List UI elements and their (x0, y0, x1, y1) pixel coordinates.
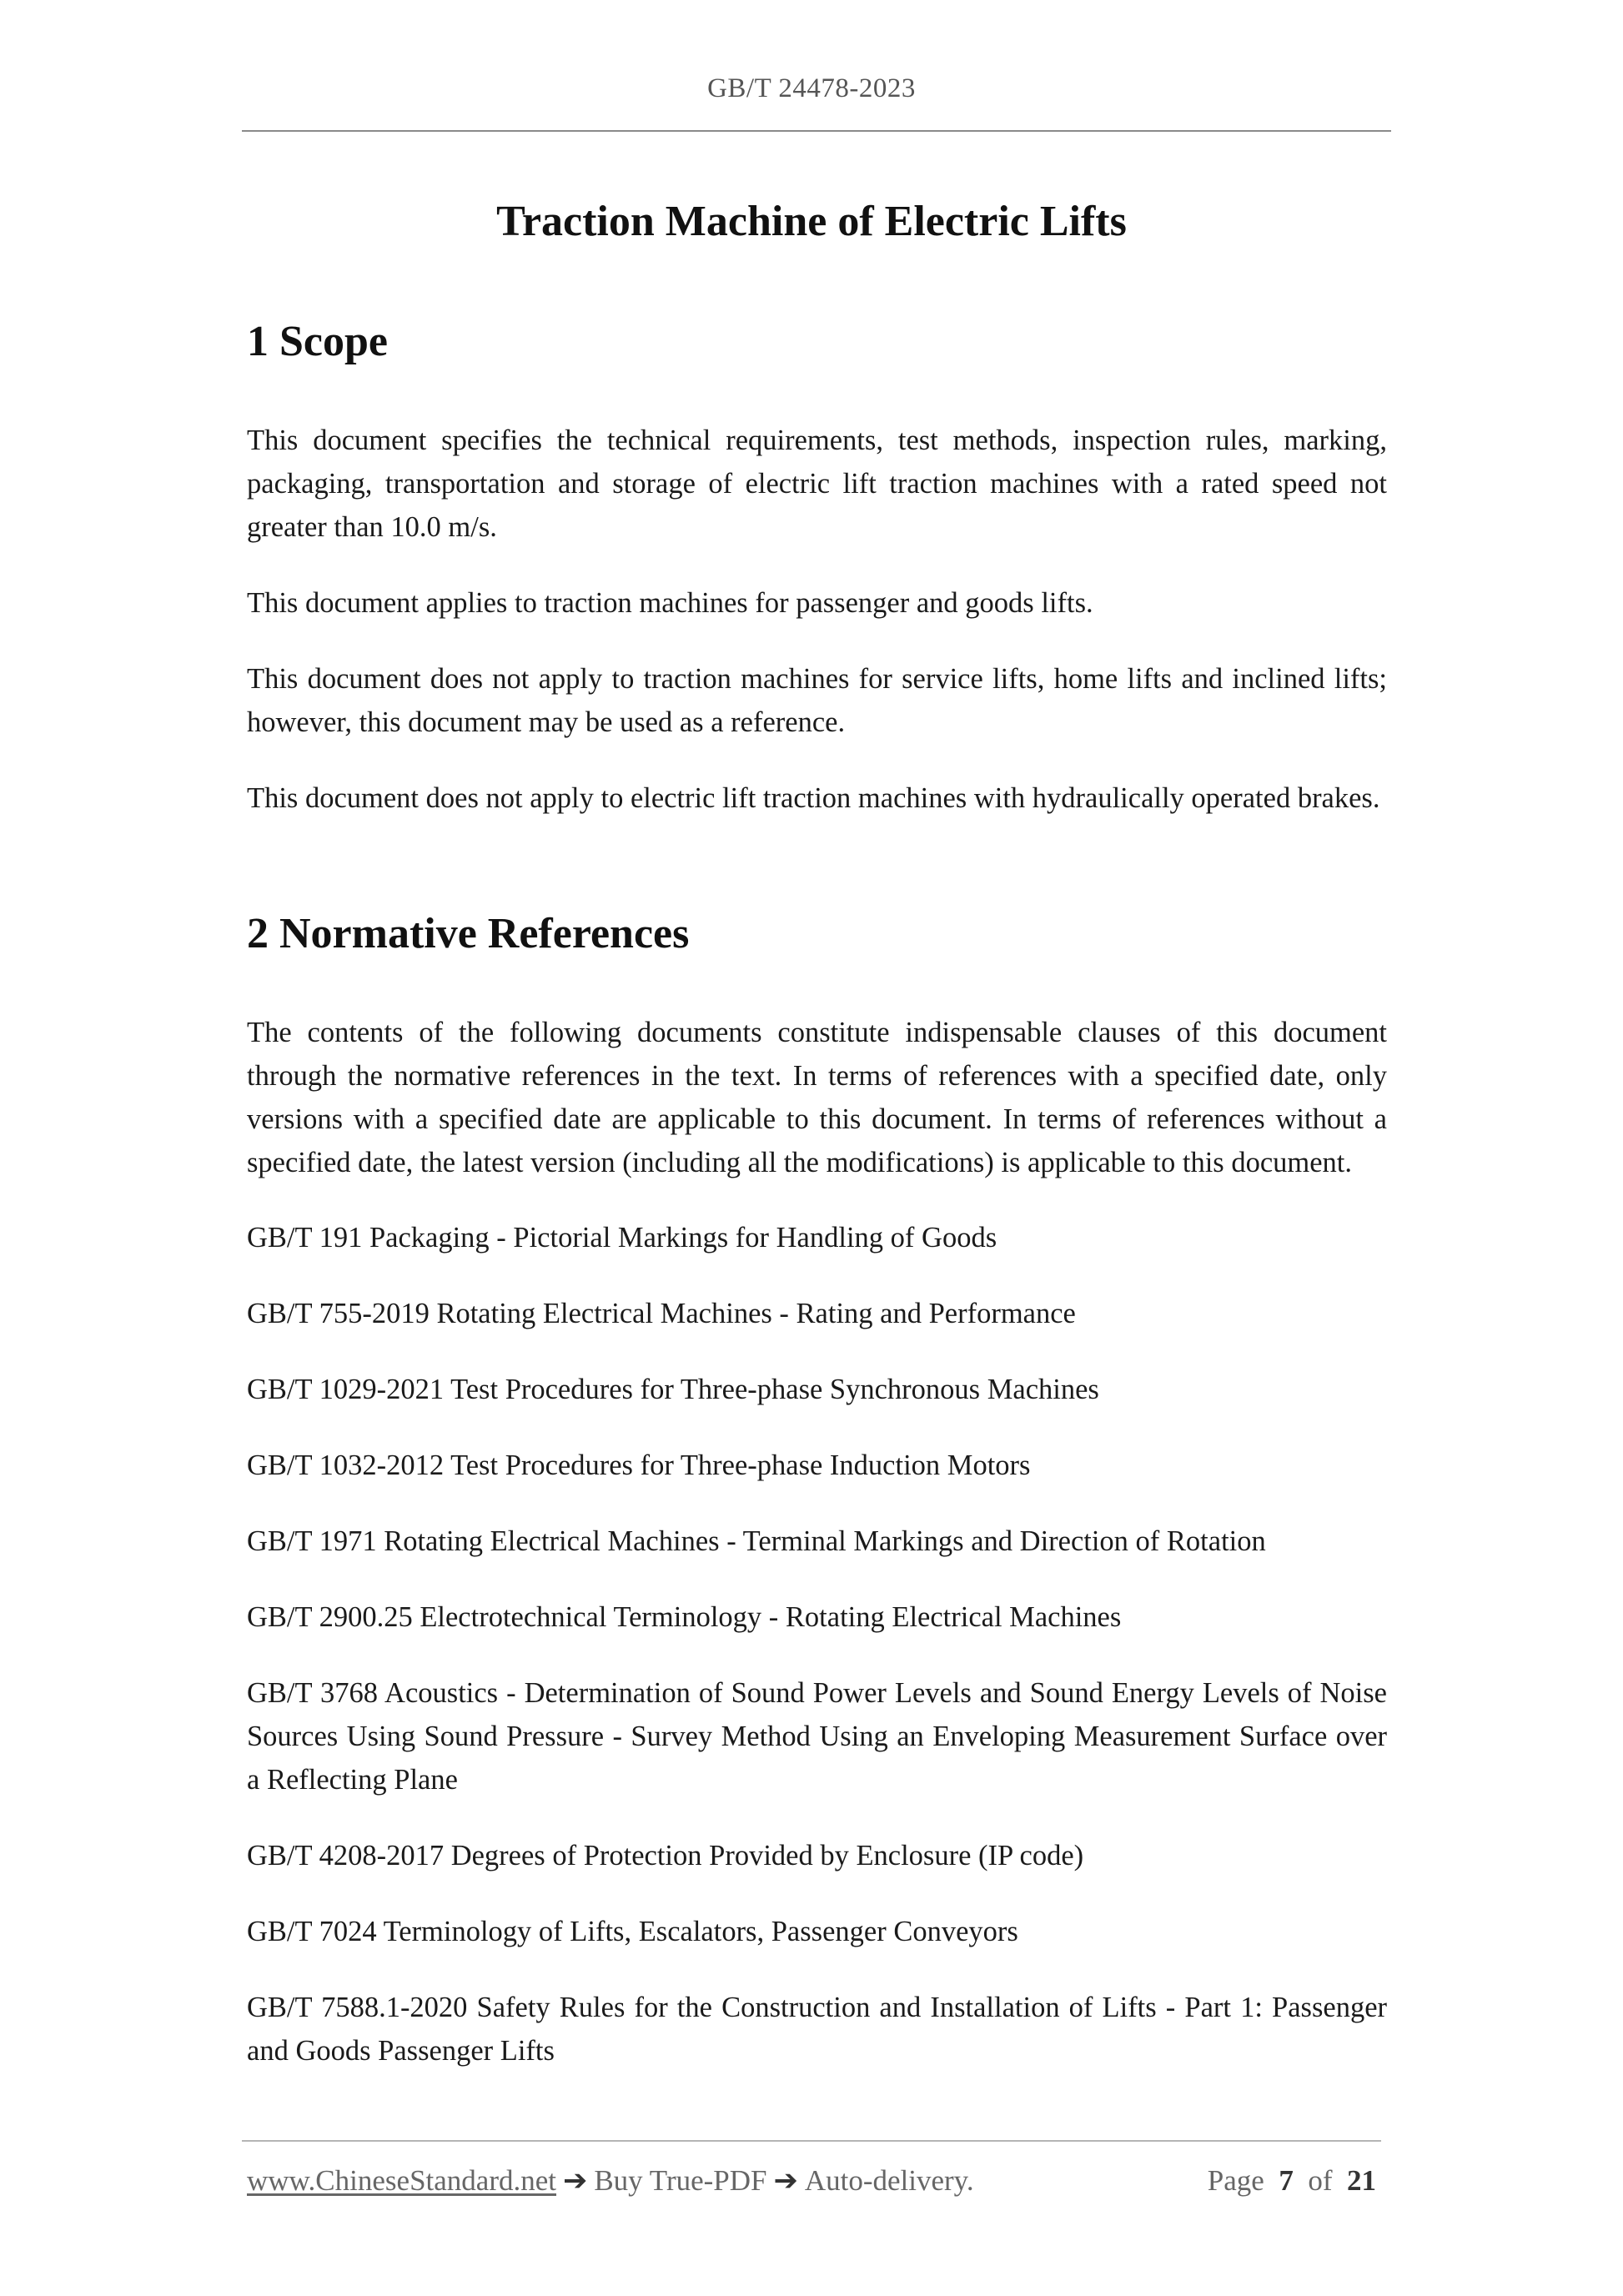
right-arrow-icon: ➔ (563, 2164, 588, 2197)
reference-item: GB/T 755-2019 Rotating Electrical Machines - Rating and Performance (247, 1298, 1076, 1329)
reference-item: GB/T 7588.1-2020 Safety Rules for the Construction and Installation of Lifts - Part 1: Passenger and Goods Passenger Lifts (247, 1992, 1387, 2067)
footer-left (247, 2164, 974, 2198)
right-arrow-icon: ➔ (773, 2164, 798, 2197)
reference-item: GB/T 1971 Rotating Electrical Machines - Terminal Markings and Direction of Rotation (247, 1525, 1266, 1557)
normative-references-intro: The contents of the following documents constitute indispensable clauses of this document through the normative references in the text. In terms of references with a specified date, only versions with a specified date are applicable to this document. In terms of references without a specified date, the latest version (including all the modifications) is applicable to this document. (247, 1017, 1387, 1178)
footer-divider (242, 2140, 1381, 2142)
section-heading-normative-references: 2 Normative References (247, 910, 690, 957)
site-link[interactable]: www.ChineseStandard.net (247, 2164, 556, 2197)
document-title: Traction Machine of Electric Lifts (496, 198, 1127, 245)
header-divider (242, 130, 1391, 132)
scope-paragraph: This document does not apply to traction machines for service lifts, home lifts and inclined lifts; however, this document may be used as a reference. (247, 663, 1387, 738)
buy-true-pdf-text: Buy True-PDF (594, 2164, 767, 2197)
of-label: of (1308, 2164, 1333, 2197)
reference-item: GB/T 1029-2021 Test Procedures for Three-phase Synchronous Machines (247, 1374, 1099, 1405)
reference-item: GB/T 191 Packaging - Pictorial Markings for Handling of Goods (247, 1222, 997, 1254)
reference-item: GB/T 1032-2012 Test Procedures for Three-phase Induction Motors (247, 1449, 1031, 1481)
page-indicator (1208, 2164, 1376, 2198)
total-pages: 21 (1347, 2164, 1376, 2197)
page-label: Page (1207, 2164, 1264, 2197)
reference-item: GB/T 2900.25 Electrotechnical Terminology - Rotating Electrical Machines (247, 1601, 1122, 1633)
reference-item: GB/T 3768 Acoustics - Determination of Sound Power Levels and Sound Energy Levels of Noise Sources Using Sound Pressure - Survey Method Using an Enveloping Measurement Surface over a Reflecting Plane (247, 1677, 1387, 1796)
section-heading-scope: 1 Scope (247, 318, 388, 365)
page-number: 7 (1279, 2164, 1294, 2197)
running-header: GB/T 24478-2023 (707, 73, 916, 103)
scope-paragraph: This document specifies the technical requirements, test methods, inspection rules, marking, packaging, transportation and storage of electric lift traction machines with a rated speed not greater than 10.0 m/s. (247, 425, 1387, 543)
reference-item: GB/T 7024 Terminology of Lifts, Escalators, Passenger Conveyors (247, 1916, 1018, 1947)
auto-delivery-text: Auto-delivery. (804, 2164, 974, 2197)
reference-item: GB/T 4208-2017 Degrees of Protection Provided by Enclosure (IP code) (247, 1840, 1084, 1871)
scope-paragraph: This document applies to traction machines for passenger and goods lifts. (247, 587, 1093, 619)
scope-paragraph: This document does not apply to electric lift traction machines with hydraulically operated brakes. (247, 782, 1380, 814)
